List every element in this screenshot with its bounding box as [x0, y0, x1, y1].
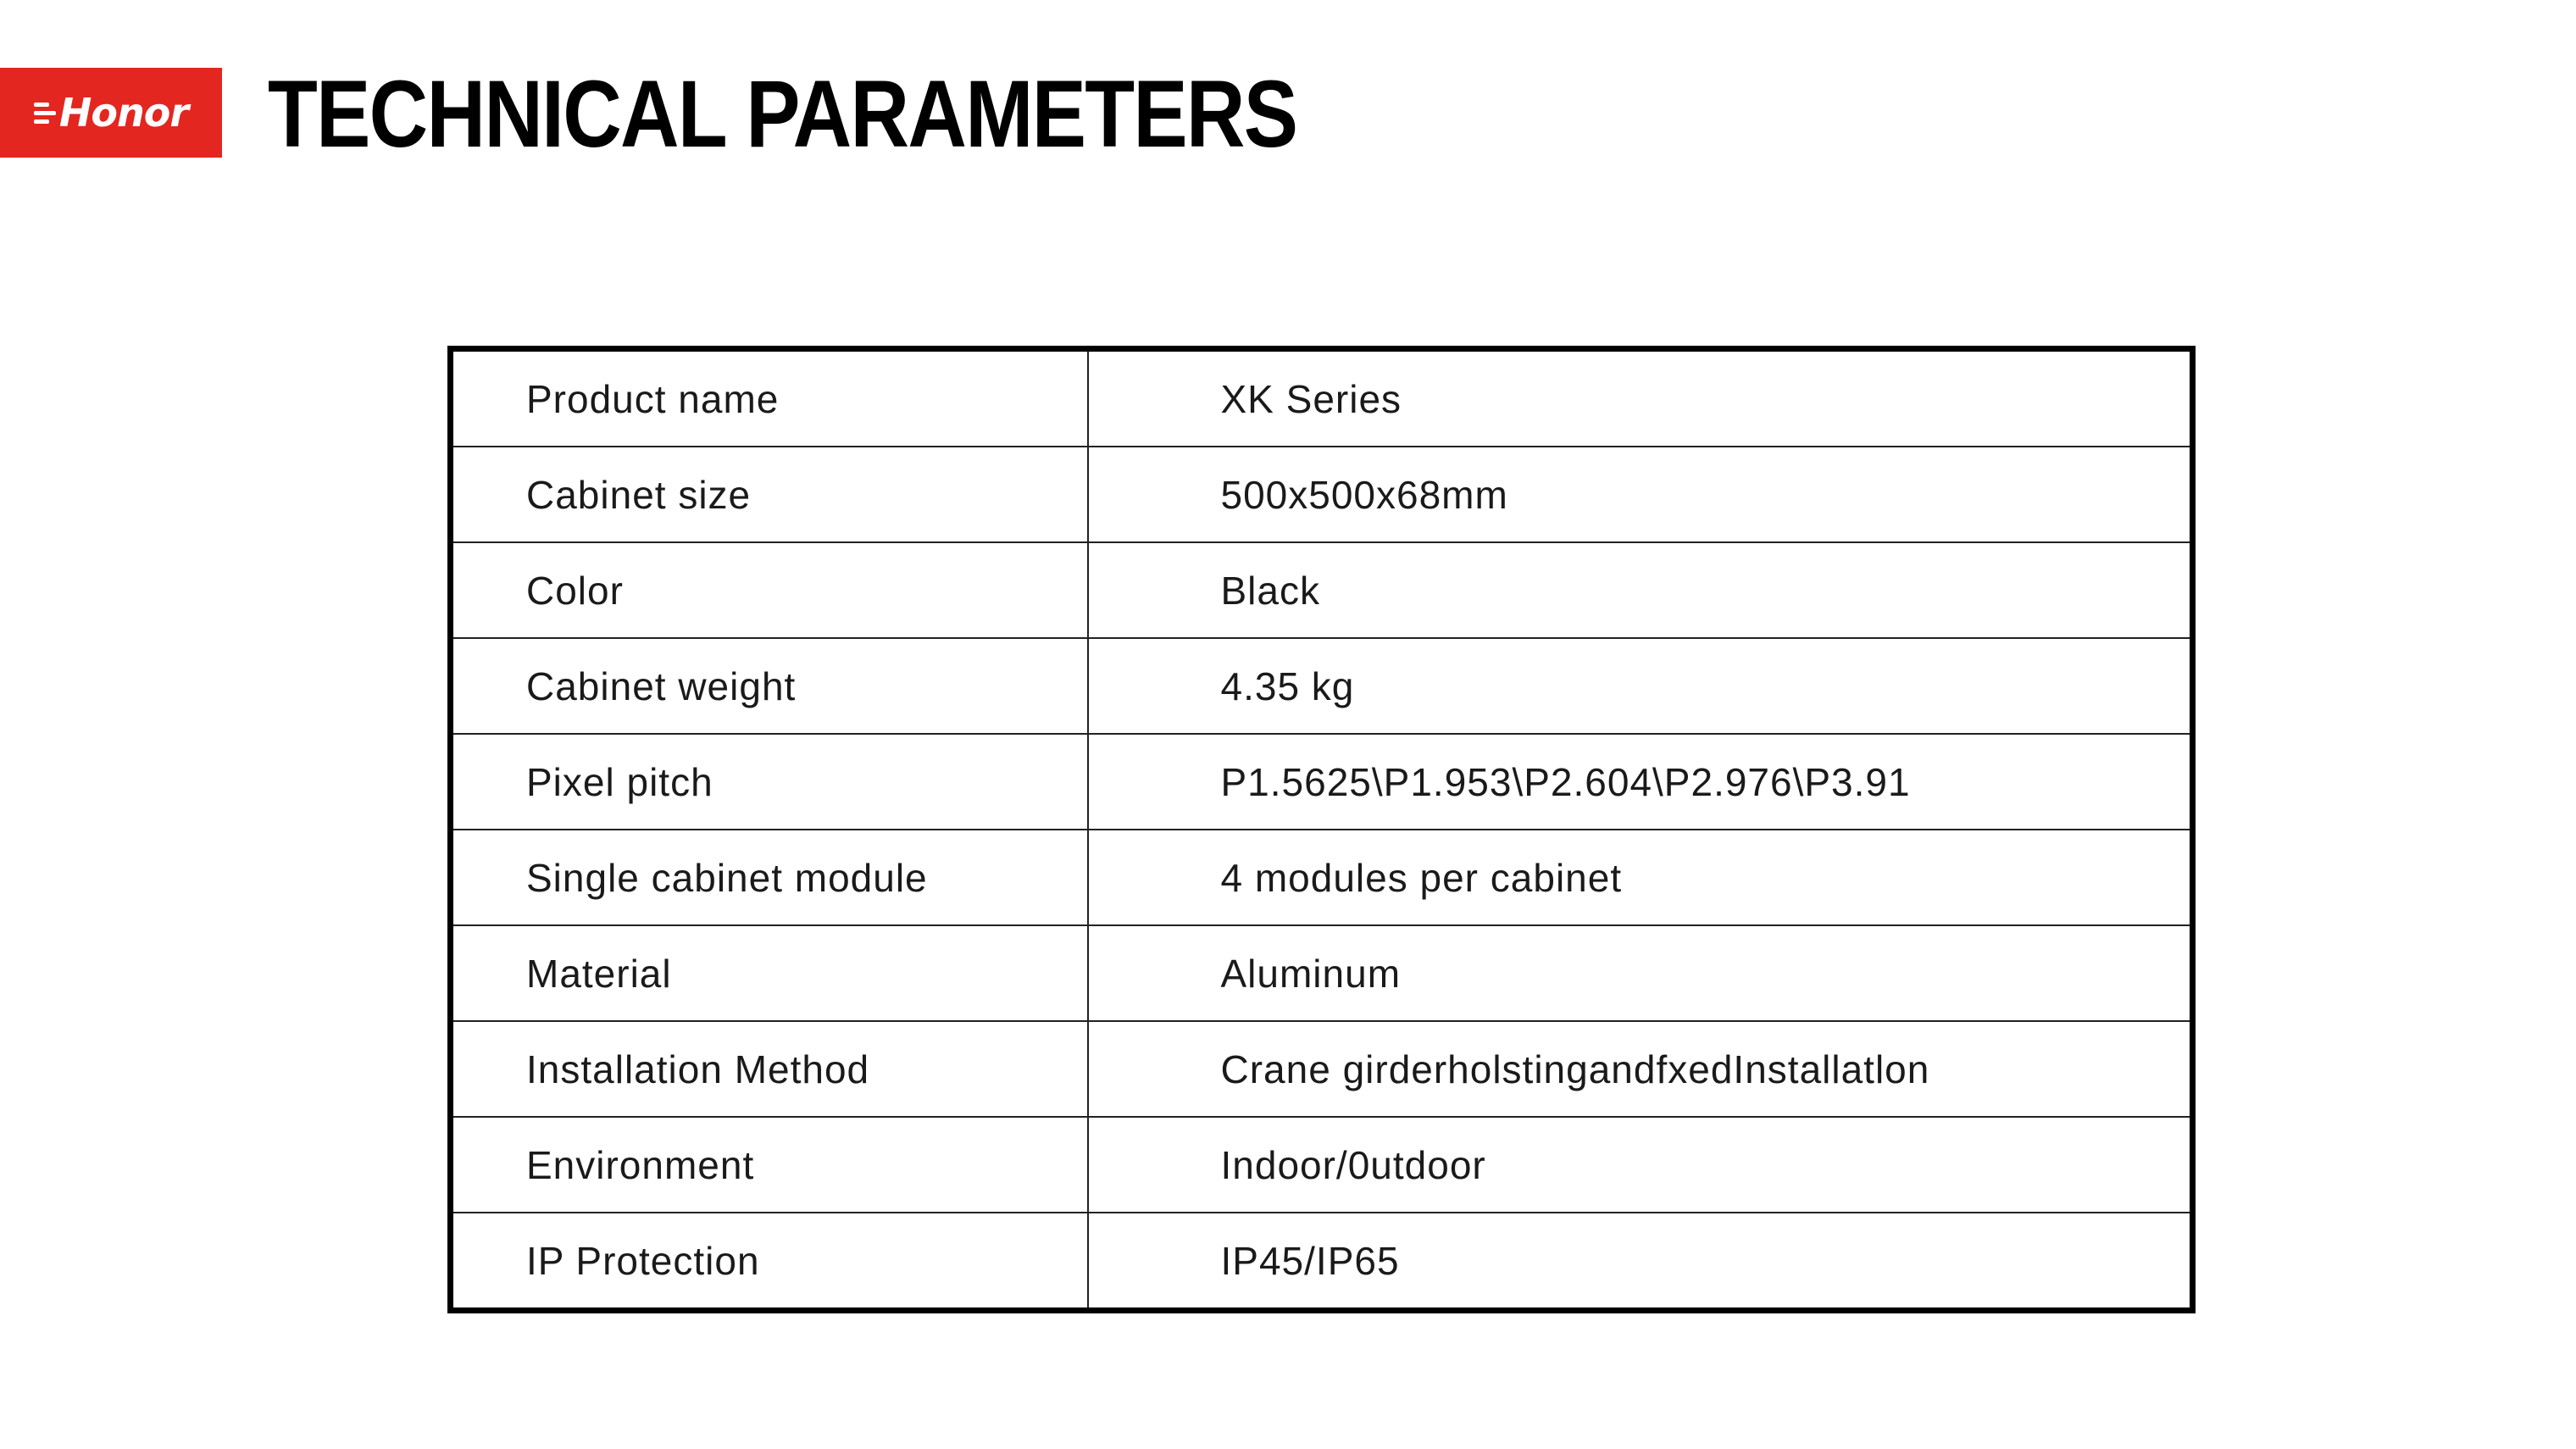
- spec-label: Environment: [451, 1117, 1088, 1213]
- spec-value: XK Series: [1088, 349, 2193, 447]
- table-row: [451, 349, 2193, 447]
- spec-label: Installation Method: [451, 1021, 1088, 1117]
- logo-stripes-icon: [34, 103, 56, 124]
- spec-label: Pixel pitch: [451, 734, 1088, 830]
- table-row: [451, 734, 2193, 830]
- spec-value: 500x500x68mm: [1088, 447, 2193, 542]
- spec-value: Indoor/0utdoor: [1088, 1117, 2193, 1213]
- brand-logo: [0, 68, 222, 158]
- spec-label: Cabinet weight: [451, 638, 1088, 734]
- page-title: TECHNICAL PARAMETERS: [268, 61, 1297, 167]
- table-row: [451, 542, 2193, 638]
- table-row: [451, 1213, 2193, 1311]
- spec-value: Black: [1088, 542, 2193, 638]
- spec-value: Aluminum: [1088, 925, 2193, 1021]
- spec-value: P1.5625\P1.953\P2.604\P2.976\P3.91: [1088, 734, 2193, 830]
- spec-label: Color: [451, 542, 1088, 638]
- logo-mark: [34, 90, 188, 136]
- spec-value: IP45/IP65: [1088, 1213, 2193, 1311]
- spec-label: Cabinet size: [451, 447, 1088, 542]
- spec-label: Single cabinet module: [451, 830, 1088, 925]
- spec-label: Product name: [526, 376, 780, 421]
- spec-label: Material: [451, 925, 1088, 1021]
- spec-table: [447, 346, 2196, 1313]
- table-row: [451, 447, 2193, 542]
- table-row: [451, 925, 2193, 1021]
- table-row: [451, 638, 2193, 734]
- table-row: [451, 1117, 2193, 1213]
- spec-value: 4.35 kg: [1088, 638, 2193, 734]
- logo-text: Honor: [58, 90, 189, 136]
- spec-value: Crane girderholstingandfxedInstallatlon: [1088, 1021, 2193, 1117]
- table-row: [451, 830, 2193, 925]
- table-row: [451, 1021, 2193, 1117]
- spec-value: 4 modules per cabinet: [1088, 830, 2193, 925]
- spec-label: IP Protection: [451, 1213, 1088, 1311]
